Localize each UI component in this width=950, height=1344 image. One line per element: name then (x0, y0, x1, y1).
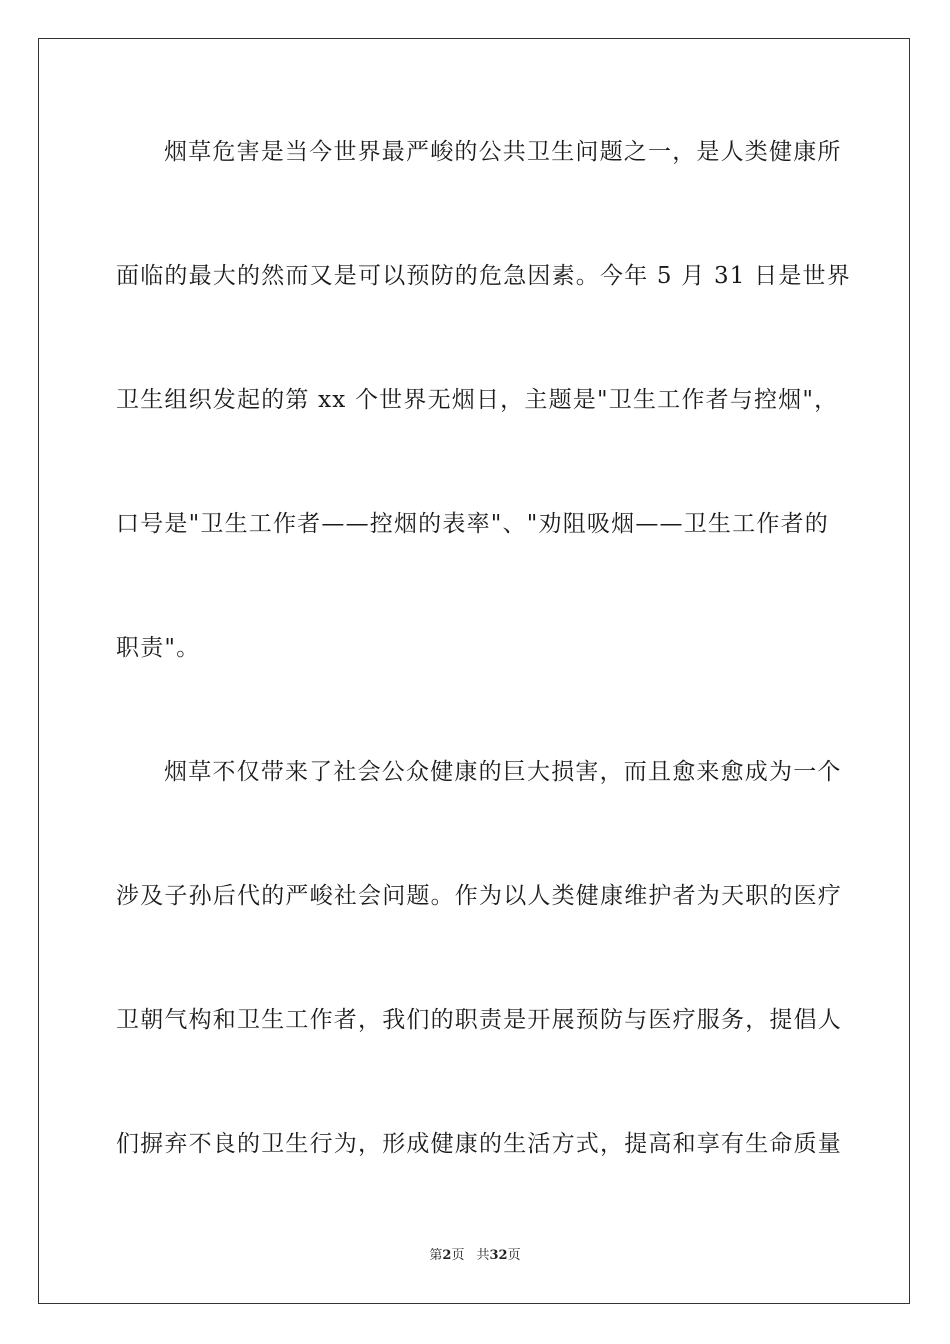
total-pages: 32 (489, 1248, 508, 1263)
page-number: 2 (442, 1248, 452, 1263)
total-pages-indicator (476, 1248, 520, 1263)
paragraph-line: 面临的最大的然而又是可以预防的危急因素。今年 5 月 31 日是世界 (116, 263, 851, 289)
paragraph-line: 们摒弃不良的卫生行为，形成健康的生活方式，提高和享有生命质量 (116, 1131, 842, 1157)
total-prefix: 共 (476, 1248, 490, 1263)
paragraph-line: 口号是"卫生工作者——控烟的表率"、"劝阻吸烟——卫生工作者的 (116, 511, 829, 537)
paragraph-line: 卫生组织发起的第 xx 个世界无烟日，主题是"卫生工作者与控烟"， (116, 387, 839, 413)
page-border (38, 38, 910, 1304)
page-footer (0, 1247, 950, 1265)
page-suffix: 页 (451, 1248, 465, 1263)
paragraph-line: 职责"。 (116, 635, 201, 661)
total-suffix: 页 (507, 1248, 521, 1263)
paragraph-line: 烟草危害是当今世界最严峻的公共卫生问题之一，是人类健康所 (164, 139, 842, 165)
page-indicator (429, 1248, 464, 1263)
paragraph-line: 卫朝气构和卫生工作者，我们的职责是开展预防与医疗服务，提倡人 (116, 1007, 842, 1033)
page-prefix: 第 (429, 1248, 443, 1263)
paragraph-line: 烟草不仅带来了社会公众健康的巨大损害，而且愈来愈成为一个 (164, 759, 842, 785)
paragraph-line: 涉及子孙后代的严峻社会问题。作为以人类健康维护者为天职的医疗 (116, 883, 842, 909)
